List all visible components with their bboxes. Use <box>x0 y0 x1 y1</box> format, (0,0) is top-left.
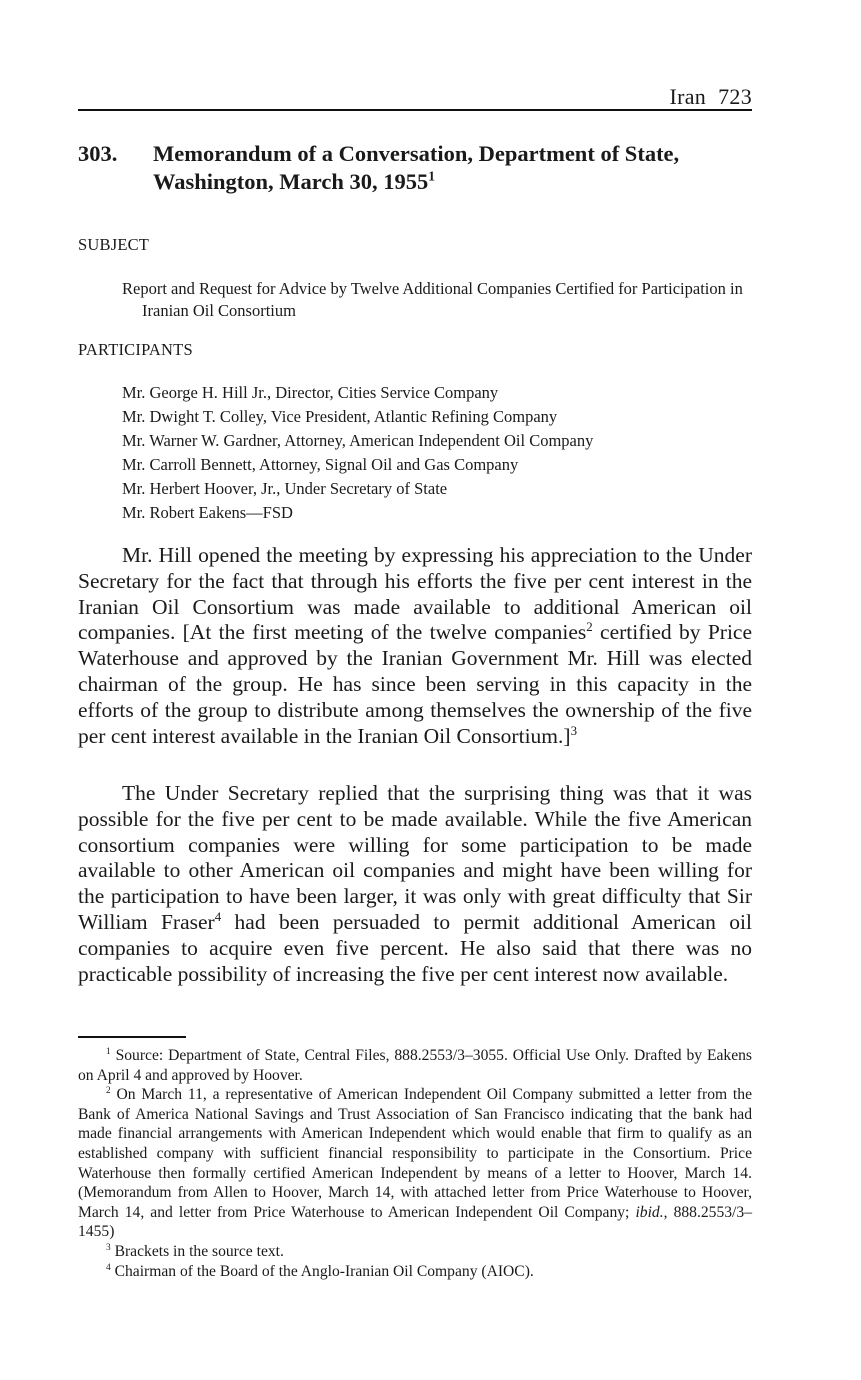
footnote-4 <box>78 1262 752 1282</box>
footnote-1 <box>78 1046 752 1085</box>
paragraph-text: certified by Price Waterhouse and approved by the Iranian Government Mr. Hill was elected chairman of the group. He has since been serving in this capacity in the efforts of the group to distribute among themselves the ownership of the five per cent interest available in the Iranian Oil Consortium.] <box>78 620 753 748</box>
paragraph-text: had been persuaded to permit additional American oil companies to acquire even five percent. He also said that there was no practicable possibility of increasing the five per cent interest now available. <box>78 909 752 986</box>
footnote-rule <box>78 1036 186 1038</box>
footnote-ref[interactable]: 4 <box>214 909 222 924</box>
running-head-section: Iran <box>669 84 707 109</box>
footnote-mark: 2 <box>106 1086 111 1096</box>
title-line-2: Washington, March 30, 1955 <box>153 169 429 194</box>
participant: Mr. Dwight T. Colley, Vice President, Atlantic Refining Company <box>122 407 558 426</box>
footnotes <box>78 1046 752 1281</box>
footnote-mark: 3 <box>106 1242 111 1253</box>
footnote-ref[interactable]: 3 <box>570 723 578 738</box>
body-paragraph-1 <box>78 543 752 749</box>
footnote-ref[interactable]: 1 <box>428 168 435 184</box>
participants-label: PARTICIPANTS <box>78 340 193 359</box>
footnote-text: Source: Department of State, Central Files, 888.2553/3–3055. Official Use Only. Drafted by Eakens on April 4 and approved by Hoover. <box>78 1047 752 1084</box>
footnote-text: On March 11, a representative of American Independent Oil Company submitted a letter from the Bank of America National Savings and Trust Association of San Francisco indicating that the bank had made financial arrangements with American Independent which would enable that firm to qualify as an established company with sufficient financial responsibility to participate in the Consortium. Price Waterhouse then formally certified American Independent by means of a letter to Hoover, March 14. (Memorandum from Allen to Hoover, March 14, with attached letter from Price Waterhouse to Hoover, March 14, and letter from Price Waterhouse to American Independent Oil Company; <box>78 1086 752 1221</box>
participant: Mr. Herbert Hoover, Jr., Under Secretary of State <box>122 479 448 498</box>
body-paragraph-2 <box>78 781 752 987</box>
footnote-text: , 888.2553/3–1455) <box>78 1203 752 1241</box>
footnote-text: Brackets in the source text. <box>110 1242 284 1260</box>
footnote-ref[interactable]: 2 <box>586 620 593 635</box>
paragraph-text: Mr. Hill opened the meeting by expressing his appreciation to the Under Secretary for the fact that through his efforts the five per cent interest in the Iranian Oil Consortium was made available to additional American oil companies. [At the first meeting of the twelve companies <box>78 543 752 645</box>
header-rule <box>78 109 752 111</box>
footnote-2 <box>78 1085 752 1242</box>
footnote-text: Chairman of the Board of the Anglo-Iranian Oil Company (AIOC). <box>110 1262 534 1280</box>
participant: Mr. Carroll Bennett, Attorney, Signal Oil and Gas Company <box>122 455 519 474</box>
participant: Mr. Robert Eakens—FSD <box>122 503 293 522</box>
paragraph-text: The Under Secretary replied that the surprising thing was that it was possible for the five per cent to be made available. While the five American consortium companies were willing for some participation to be made available to other American oil companies and might have been willing for the participation to have been larger, it was only with great difficulty that Sir William Fraser <box>78 781 752 934</box>
running-head <box>669 84 752 110</box>
footnote-ibid: ibid. <box>635 1203 664 1221</box>
title-line-1: Memorandum of a Conversation, Department of State, <box>153 141 680 166</box>
footnote-mark: 4 <box>106 1262 111 1273</box>
participant: Mr. Warner W. Gardner, Attorney, American Independent Oil Company <box>122 431 594 450</box>
subject-text: Report and Request for Advice by Twelve Additional Companies Certified for Participation in Iranian Oil Consortium <box>122 279 743 320</box>
document-number: 303. <box>78 141 118 166</box>
participants-list <box>122 381 752 525</box>
page-number: 723 <box>718 84 752 109</box>
footnote-3 <box>78 1242 752 1262</box>
subject-label: SUBJECT <box>78 235 150 254</box>
participant: Mr. George H. Hill Jr., Director, Cities Service Company <box>122 383 499 402</box>
document-title <box>153 140 753 196</box>
footnote-mark: 1 <box>106 1046 111 1057</box>
